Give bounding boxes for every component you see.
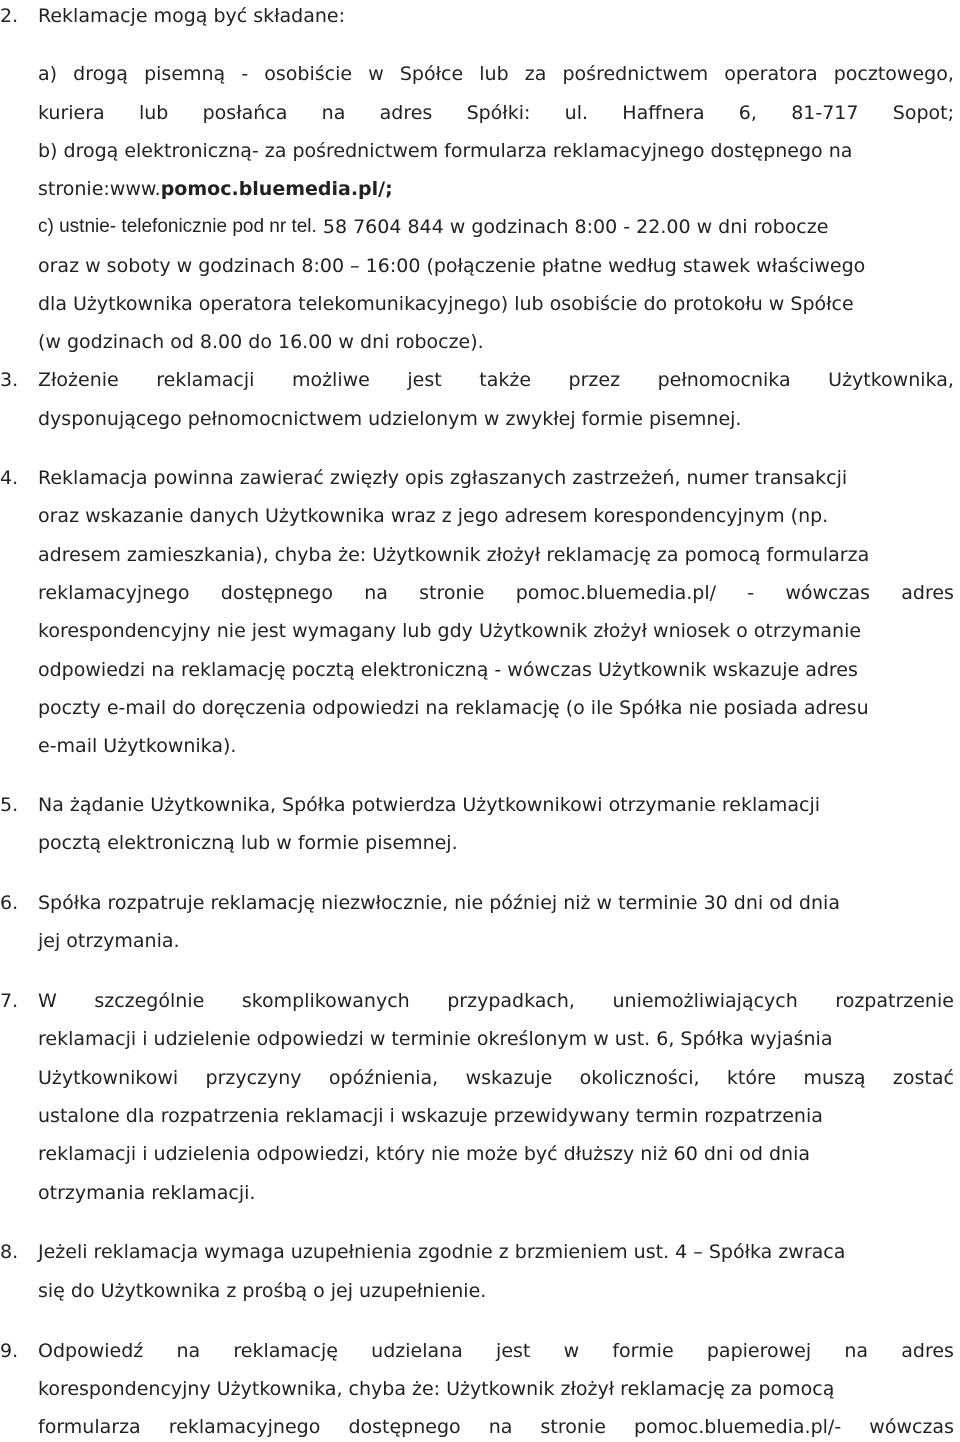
word: dostępnego — [348, 1416, 461, 1438]
word: posłańca — [202, 102, 288, 124]
word: jest — [407, 369, 442, 391]
word: pocztowego, — [833, 63, 954, 85]
text-line: Spółka rozpatruje reklamację niezwłocznie, nie później niż w terminie 30 dni od dnia — [38, 892, 840, 914]
word: kuriera — [38, 102, 105, 124]
word: Spółce — [399, 63, 464, 85]
word: w — [368, 63, 384, 85]
word: szczególnie — [94, 990, 205, 1012]
word: na — [176, 1340, 201, 1362]
text-line: poczty e-mail do doręczenia odpowiedzi na reklamację (o ile Spółka nie posiada adresu — [38, 697, 869, 719]
word: stronie — [419, 582, 485, 604]
word: Użytkownika, — [828, 369, 954, 391]
word: także — [479, 369, 532, 391]
word: na — [488, 1416, 513, 1438]
word: reklamacyjnego — [38, 582, 190, 604]
text-line — [38, 1339, 954, 1363]
text-line: oraz wskazanie danych Użytkownika wraz z jego adresem korespondencyjnym (np. — [38, 505, 829, 527]
word: 81-717 — [791, 102, 859, 124]
word: reklamacji — [156, 369, 255, 391]
text-line: otrzymania reklamacji. — [38, 1182, 256, 1204]
word: Haffnera — [622, 102, 705, 124]
word: - — [241, 63, 249, 85]
text-line — [38, 62, 954, 86]
word: formularza — [38, 1416, 141, 1438]
word: zostać — [892, 1067, 954, 1089]
website-link[interactable]: pomoc.bluemedia.pl/; — [160, 178, 393, 200]
text-line: pocztą elektroniczną lub w formie pisemnej. — [38, 832, 458, 854]
word: w — [563, 1340, 580, 1362]
text-line: (w godzinach od 8.00 do 16.00 w dni robocze). — [38, 331, 484, 353]
word: na — [321, 102, 346, 124]
item-number: 9. — [0, 1340, 19, 1362]
item-number: 7. — [0, 990, 19, 1012]
word: ul. — [564, 102, 589, 124]
item-number: 8. — [0, 1241, 19, 1263]
word: jest — [496, 1340, 531, 1362]
word: wskazuje — [465, 1067, 553, 1089]
text-line — [38, 101, 954, 125]
text-line: dysponującego pełnomocnictwem udzielonym w zwykłej formie pisemnej. — [38, 408, 742, 430]
word: adres — [901, 1340, 954, 1362]
word: reklamację — [233, 1340, 338, 1362]
word: adres — [379, 102, 433, 124]
text-line — [38, 581, 954, 605]
text-line: Na żądanie Użytkownika, Spółka potwierdza Użytkownikowi otrzymanie reklamacji — [38, 794, 821, 816]
item-number: 3. — [0, 369, 19, 391]
text-line: reklamacji i udzielenie odpowiedzi w terminie określonym w ust. 6, Spółka wyjaśnia — [38, 1028, 833, 1050]
word: przyczyny — [205, 1067, 302, 1089]
text-line: c) ustnie- telefonicznie pod nr tel. 58 7604 844 w godzinach 8:00 - 22.00 w dni robocze — [38, 216, 829, 238]
word: Odpowiedź — [38, 1340, 144, 1362]
text-line: korespondencyjny Użytkownika, chyba że: Użytkownik złożył reklamację za pomocą — [38, 1378, 835, 1400]
text-line: adresem zamieszkania), chyba że: Użytkownik złożył reklamację za pomocą formularza — [38, 544, 870, 566]
item-heading: Reklamacje mogą być składane: — [38, 5, 346, 27]
word: a) — [38, 63, 58, 85]
word: - — [747, 582, 755, 604]
text-line: Reklamacja powinna zawierać zwięzły opis zgłaszanych zastrzeżeń, numer transakcji — [38, 467, 848, 489]
word: możliwe — [291, 369, 370, 391]
word: W — [38, 990, 57, 1012]
word: muszą — [803, 1067, 866, 1089]
text-line: dla Użytkownika operatora telekomunikacyjnego) lub osobiście do protokołu w Spółce — [38, 293, 854, 315]
text-line: się do Użytkownika z prośbą o jej uzupełnienie. — [38, 1280, 487, 1302]
text-line: Jeżeli reklamacja wymaga uzupełnienia zgodnie z brzmieniem ust. 4 – Spółka zwraca — [38, 1241, 846, 1263]
word: adres — [901, 582, 954, 604]
item-number: 5. — [0, 794, 19, 816]
word: formie — [612, 1340, 674, 1362]
text-line — [38, 1066, 954, 1090]
word: osobiście — [264, 63, 353, 85]
word: wówczas — [785, 582, 871, 604]
text-line: reklamacji i udzielenia odpowiedzi, który nie może być dłuższy niż 60 dni od dnia — [38, 1143, 811, 1165]
word: rozpatrzenie — [835, 990, 954, 1012]
word: reklamacyjnego — [168, 1416, 321, 1438]
text-line: oraz w soboty w godzinach 8:00 – 16:00 (połączenie płatne według stawek właściwego — [38, 255, 866, 277]
word: pełnomocnika — [657, 369, 791, 391]
text-line: jej otrzymania. — [38, 930, 180, 952]
text-line: stronie:www. pomoc.bluemedia.pl/; — [38, 178, 393, 200]
word: które — [726, 1067, 777, 1089]
word: pisemną — [144, 63, 226, 85]
text-line — [38, 368, 954, 392]
word: pomoc.bluemedia.pl/ — [515, 582, 717, 604]
word: wówczas — [869, 1416, 954, 1438]
word: stronie — [540, 1416, 606, 1438]
word: Użytkownikowi — [38, 1067, 179, 1089]
word: pomoc.bluemedia.pl/- — [634, 1416, 842, 1438]
word: przez — [568, 369, 621, 391]
word: przypadkach, — [447, 990, 575, 1012]
item-number: 4. — [0, 467, 19, 489]
word: okoliczności, — [579, 1067, 700, 1089]
word: Sopot; — [892, 102, 954, 124]
word: opóźnienia, — [328, 1067, 439, 1089]
word: lub — [479, 63, 509, 85]
word: za — [524, 63, 547, 85]
word: na — [844, 1340, 869, 1362]
word: na — [364, 582, 388, 604]
text-line: odpowiedzi na reklamację pocztą elektroniczną - wówczas Użytkownik wskazuje adres — [38, 659, 858, 681]
word: lub — [138, 102, 169, 124]
text-line: ustalone dla rozpatrzenia reklamacji i wskazuje przewidywany termin rozpatrzenia — [38, 1105, 823, 1127]
word: dostępnego — [220, 582, 333, 604]
text-line: b) drogą elektroniczną- za pośrednictwem formularza reklamacyjnego dostępnego na — [38, 140, 853, 162]
text-line: e-mail Użytkownika). — [38, 735, 237, 757]
word: uniemożliwiających — [612, 990, 798, 1012]
word: skomplikowanych — [241, 990, 410, 1012]
word: drogą — [73, 63, 128, 85]
word: pośrednictwem — [562, 63, 709, 85]
word: papierowej — [706, 1340, 812, 1362]
word: operatora — [724, 63, 818, 85]
word: Spółki: — [466, 102, 531, 124]
word: 6, — [738, 102, 757, 124]
word: Złożenie — [38, 369, 119, 391]
text-line — [38, 1415, 954, 1439]
item-number: 6. — [0, 892, 19, 914]
item-number: 2. — [0, 5, 19, 27]
text-line — [38, 989, 954, 1013]
word: udzielana — [371, 1340, 463, 1362]
text-line: korespondencyjny nie jest wymagany lub gdy Użytkownik złożył wniosek o otrzymanie — [38, 620, 862, 642]
